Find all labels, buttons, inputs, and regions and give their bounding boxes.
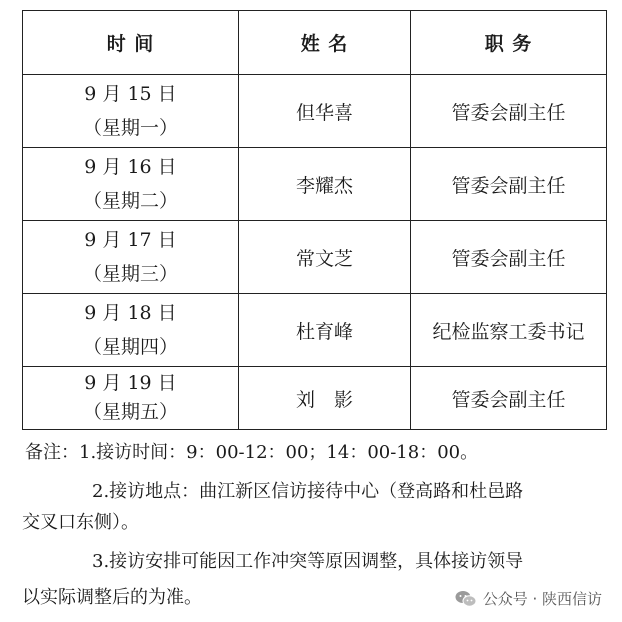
table-row xyxy=(23,75,607,148)
table-row xyxy=(23,294,607,367)
name-cell: 李耀杰 xyxy=(239,148,411,221)
table-row xyxy=(23,367,607,430)
wechat-icon xyxy=(455,590,477,608)
date-text: 9 月 16 日 xyxy=(84,156,177,178)
table-row xyxy=(23,221,607,294)
header-time: 时 间 xyxy=(23,11,239,75)
header-position: 职 务 xyxy=(411,11,607,75)
watermark-text: 公众号 · 陕西信访 xyxy=(482,590,602,608)
date-text: 9 月 17 日 xyxy=(84,229,177,251)
weekday-text: （星期四） xyxy=(82,336,178,358)
table-row xyxy=(23,148,607,221)
weekday-text: （星期五） xyxy=(82,401,178,423)
note-schedule-adjustment-cont: 以实际调整后的为准。 xyxy=(22,587,202,608)
time-cell xyxy=(23,148,239,221)
table-header-row xyxy=(23,11,607,75)
name-cell: 杜育峰 xyxy=(239,294,411,367)
date-text: 9 月 19 日 xyxy=(84,372,177,394)
time-cell xyxy=(23,75,239,148)
time-cell xyxy=(23,367,239,430)
date-text: 9 月 18 日 xyxy=(84,302,177,324)
position-cell: 管委会副主任 xyxy=(411,75,607,148)
weekday-text: （星期一） xyxy=(82,117,178,139)
note-schedule-adjustment: 3.接访安排可能因工作冲突等原因调整，具体接访领导 xyxy=(92,551,524,572)
note-reception-location: 2.接访地点：曲江新区信访接待中心（登高路和杜邑路 xyxy=(92,481,524,502)
note-reception-location-cont: 交叉口东侧）。 xyxy=(22,512,139,533)
reception-schedule-table xyxy=(22,10,607,430)
weekday-text: （星期二） xyxy=(82,190,178,212)
name-cell: 常文芝 xyxy=(239,221,411,294)
position-cell: 纪检监察工委书记 xyxy=(411,294,607,367)
weekday-text: （星期三） xyxy=(82,263,178,285)
position-cell: 管委会副主任 xyxy=(411,148,607,221)
account-watermark xyxy=(455,588,602,609)
name-cell: 刘 影 xyxy=(239,367,411,430)
note-reception-time: 备注：1.接访时间：9：00-12：00；14：00-18：00。 xyxy=(25,442,479,463)
position-cell: 管委会副主任 xyxy=(411,367,607,430)
time-cell xyxy=(23,294,239,367)
date-text: 9 月 15 日 xyxy=(84,83,177,105)
header-name: 姓 名 xyxy=(239,11,411,75)
time-cell xyxy=(23,221,239,294)
position-cell: 管委会副主任 xyxy=(411,221,607,294)
name-cell: 但华喜 xyxy=(239,75,411,148)
